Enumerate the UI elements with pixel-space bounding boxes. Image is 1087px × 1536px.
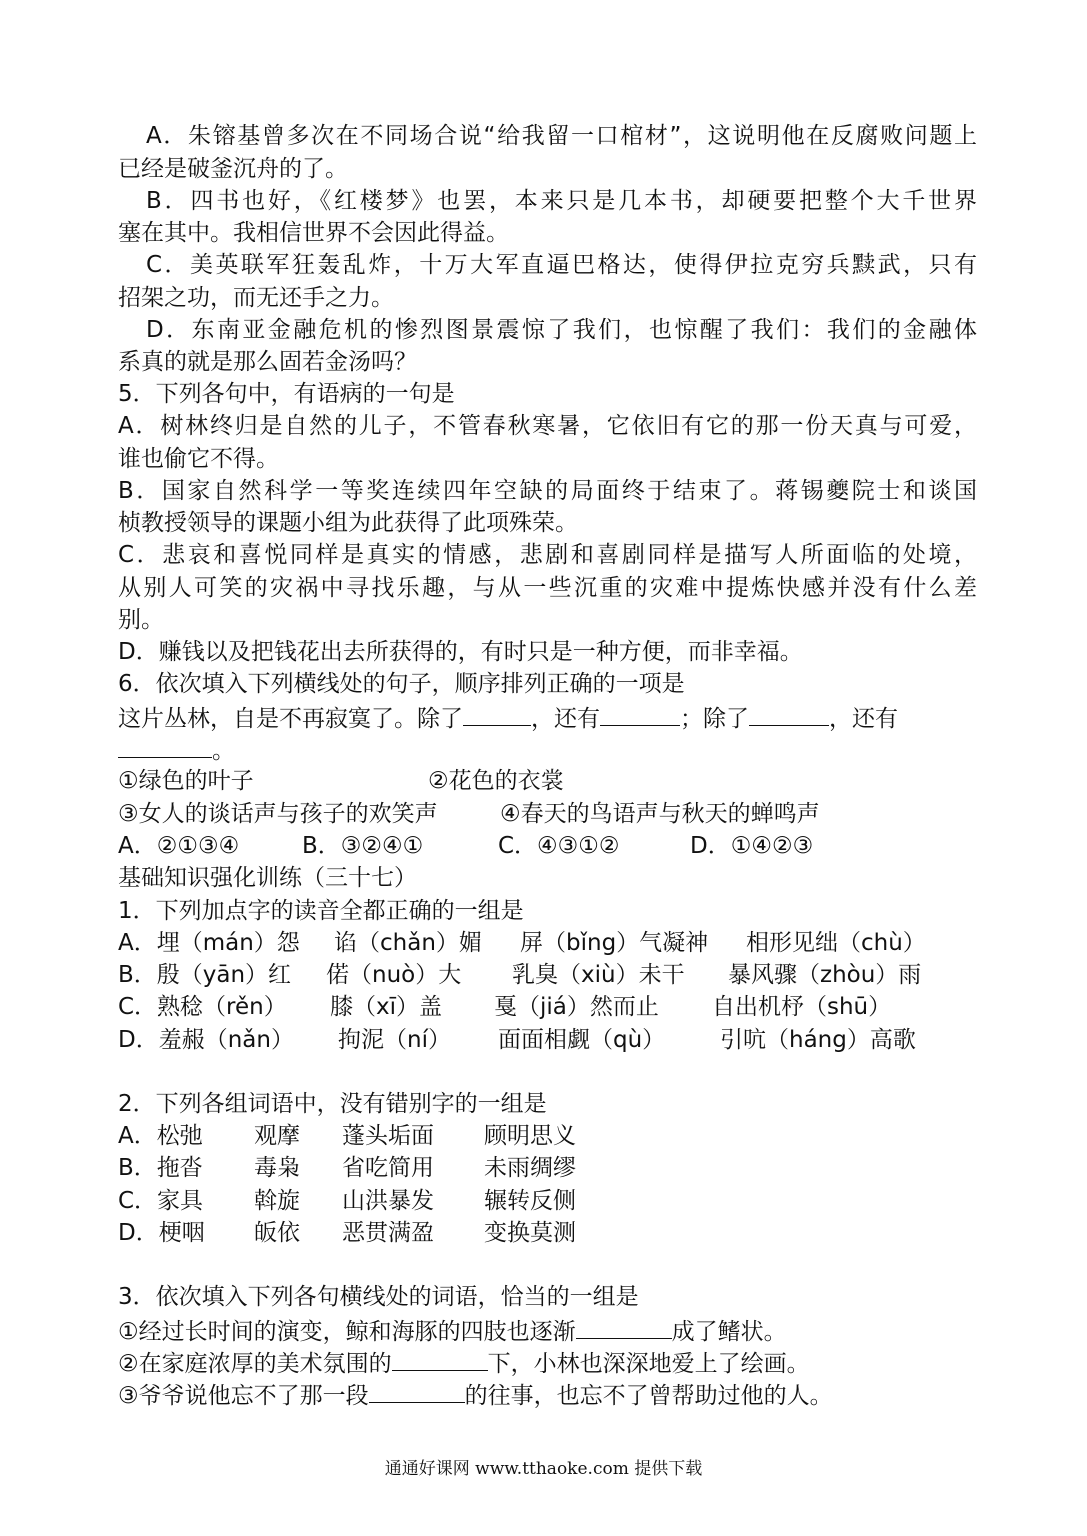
p1-b-item-2: 偌（nuò）大 [326,962,462,988]
q5-option-c-line1: C．悲哀和喜悦同样是真实的情感，悲剧和喜剧同样是描写人所面临的处境， [118,542,977,568]
q5-option-a-line2: 谁也偷它不得。 [118,446,279,472]
p3-stem: 3．依次填入下列各句横线处的词语，恰当的一组是 [118,1284,639,1310]
p1-c-item-3: 戛（jiá）然而止 [494,994,659,1020]
q6-choice-a: A．②①③④ [118,833,240,859]
q4-option-b-line2: 塞在其中。我相信世界不会因此得益。 [118,220,509,246]
p1-a-item-2: 谄（chǎn）媚 [334,930,482,956]
p2-c-item-2: 斡旋 [254,1188,300,1214]
p1-d-item-2: 拘泥（ní） [338,1027,451,1053]
p3-sentence-2 [118,1346,977,1380]
p2-a-item-2: 观摩 [254,1123,300,1149]
p3-sentence-1 [118,1314,977,1348]
p1-d-item-1: D．羞赧（nǎn） [118,1027,294,1053]
fill-blank-4 [118,733,212,758]
q6-sentence-3: ③女人的谈话声与孩子的欢笑声 [118,801,438,827]
fill-blank-3 [749,701,829,726]
q4-option-b-line1: B．四书也好，《红楼梦》也罢，本来只是几本书，却硬要把整个大千世界 [146,188,977,214]
q4-option-a-line1: A．朱镕基曾多次在不同场合说“给我留一口棺材”，这说明他在反腐败问题上 [146,123,977,149]
q5-option-a-line1: A．树林终归是自然的儿子，不管春秋寒暑，它依旧有它的那一份天真与可爱， [118,413,977,439]
q5-option-d-line1: D．赚钱以及把钱花出去所获得的，有时只是一种方便，而非幸福。 [118,639,803,665]
q5-option-c-line2: 从别人可笑的灾祸中寻找乐趣，与从一些沉重的灾难中提炼快感并没有什么差 [118,575,977,601]
p3-sentence-1-text-a: ①经过长时间的演变，鲸和海豚的四肢也逐渐 [118,1319,576,1345]
p2-a-item-1: A．松弛 [118,1123,203,1149]
p3-sentence-3 [118,1378,977,1412]
p2-a-item-3: 蓬头垢面 [342,1123,434,1149]
q6-passage [118,701,977,735]
q4-option-a-line2: 已经是破釜沉舟的了。 [118,156,348,182]
p2-c-item-4: 辗转反侧 [484,1188,576,1214]
q6-choice-c: C．④③①② [498,833,620,859]
p1-stem: 1．下列加点字的读音全都正确的一组是 [118,898,524,924]
fill-blank-2 [600,701,680,726]
fill-blank-1 [463,701,531,726]
p1-a-item-4: 相形见绌（chù） [746,930,926,956]
q6-passage-text-2: ，还有 [531,706,600,732]
p1-a-item-3: 屏（bǐng）气凝神 [520,930,709,956]
q5-stem: 5．下列各句中，有语病的一句是 [118,381,455,407]
p1-c-item-4: 自出机杼（shū） [712,994,892,1020]
p1-b-item-3: 乳臭（xiù）未干 [512,962,685,988]
p2-stem: 2．下列各组词语中，没有错别字的一组是 [118,1091,547,1117]
q5-option-b-line1: B．国家自然科学一等奖连续四年空缺的局面终于结束了。蒋锡夔院士和谈国 [118,478,977,504]
fill-blank-5 [576,1314,672,1339]
p3-sentence-2-text-a: ②在家庭浓厚的美术氛围的 [118,1351,392,1377]
p2-b-item-3: 省吃简用 [342,1155,434,1181]
p2-c-item-1: C．家具 [118,1188,204,1214]
p2-b-item-1: B．拖沓 [118,1155,203,1181]
q4-option-c-line2: 招架之功，而无还手之力。 [118,285,394,311]
p1-d-item-3: 面面相觑（qù） [498,1027,666,1053]
p1-b-item-4: 暴风骤（zhòu）雨 [728,962,922,988]
q6-choice-b: B．③②④① [302,833,424,859]
p2-a-item-4: 顾明思义 [484,1123,576,1149]
p1-a-item-1: A．埋（mán）怨 [118,930,300,956]
p2-c-item-3: 山洪暴发 [342,1188,434,1214]
p2-d-item-4: 变换莫测 [484,1220,576,1246]
q4-option-d-line1: D．东南亚金融危机的惨烈图景震惊了我们，也惊醒了我们：我们的金融体 [146,317,977,343]
q6-stem: 6．依次填入下列横线处的句子，顺序排列正确的一项是 [118,671,685,697]
p2-b-item-2: 毒枭 [254,1155,300,1181]
q6-sentence-4: ④春天的鸟语声与秋天的蝉鸣声 [500,801,820,827]
q6-passage-text-5: 。 [212,738,235,764]
fill-blank-7 [369,1378,465,1403]
p3-sentence-1-text-b: 成了鳍状。 [671,1319,787,1345]
q6-sentence-1: ①绿色的叶子 [118,768,254,794]
section-title: 基础知识强化训练（三十七） [118,865,417,891]
q6-passage-text-4: ，还有 [829,706,898,732]
q6-choice-d: D．①④②③ [690,833,814,859]
p1-c-item-1: C．熟稔（rěn） [118,994,287,1020]
q6-passage-end [118,733,977,767]
q5-option-b-line2: 桢教授领导的课题小组为此获得了此项殊荣。 [118,510,578,536]
p2-b-item-4: 未雨绸缪 [484,1155,576,1181]
q5-option-c-line3: 别。 [118,607,164,633]
p2-d-item-2: 皈依 [254,1220,300,1246]
p2-d-item-1: D．梗咽 [118,1220,205,1246]
page-footer: 通通好课网 www.tthaoke.com 提供下载 [384,1459,703,1479]
q4-option-c-line1: C．美英联军狂轰乱炸，十万大军直逼巴格达，使得伊拉克穷兵黩武，只有 [146,252,977,278]
p3-sentence-3-text-a: ③爷爷说他忘不了那一段 [118,1383,369,1409]
fill-blank-6 [392,1346,488,1371]
p2-d-item-3: 恶贯满盈 [342,1220,434,1246]
q4-option-d-line2: 系真的就是那么固若金汤吗？ [118,349,417,375]
p3-sentence-3-text-b: 的往事，也忘不了曾帮助过他的人。 [464,1383,833,1409]
p1-d-item-4: 引吭（háng）高歌 [720,1027,916,1053]
p3-sentence-2-text-b: 下，小林也深深地爱上了绘画。 [487,1351,810,1377]
q6-passage-text-1: 这片丛林，自是不再寂寞了。除了 [118,706,463,732]
p1-c-item-2: 膝（xī）盖 [330,994,443,1020]
q6-passage-text-3: ；除了 [680,706,749,732]
q6-sentence-2: ②花色的衣裳 [428,768,564,794]
p1-b-item-1: B．殷（yān）红 [118,962,292,988]
